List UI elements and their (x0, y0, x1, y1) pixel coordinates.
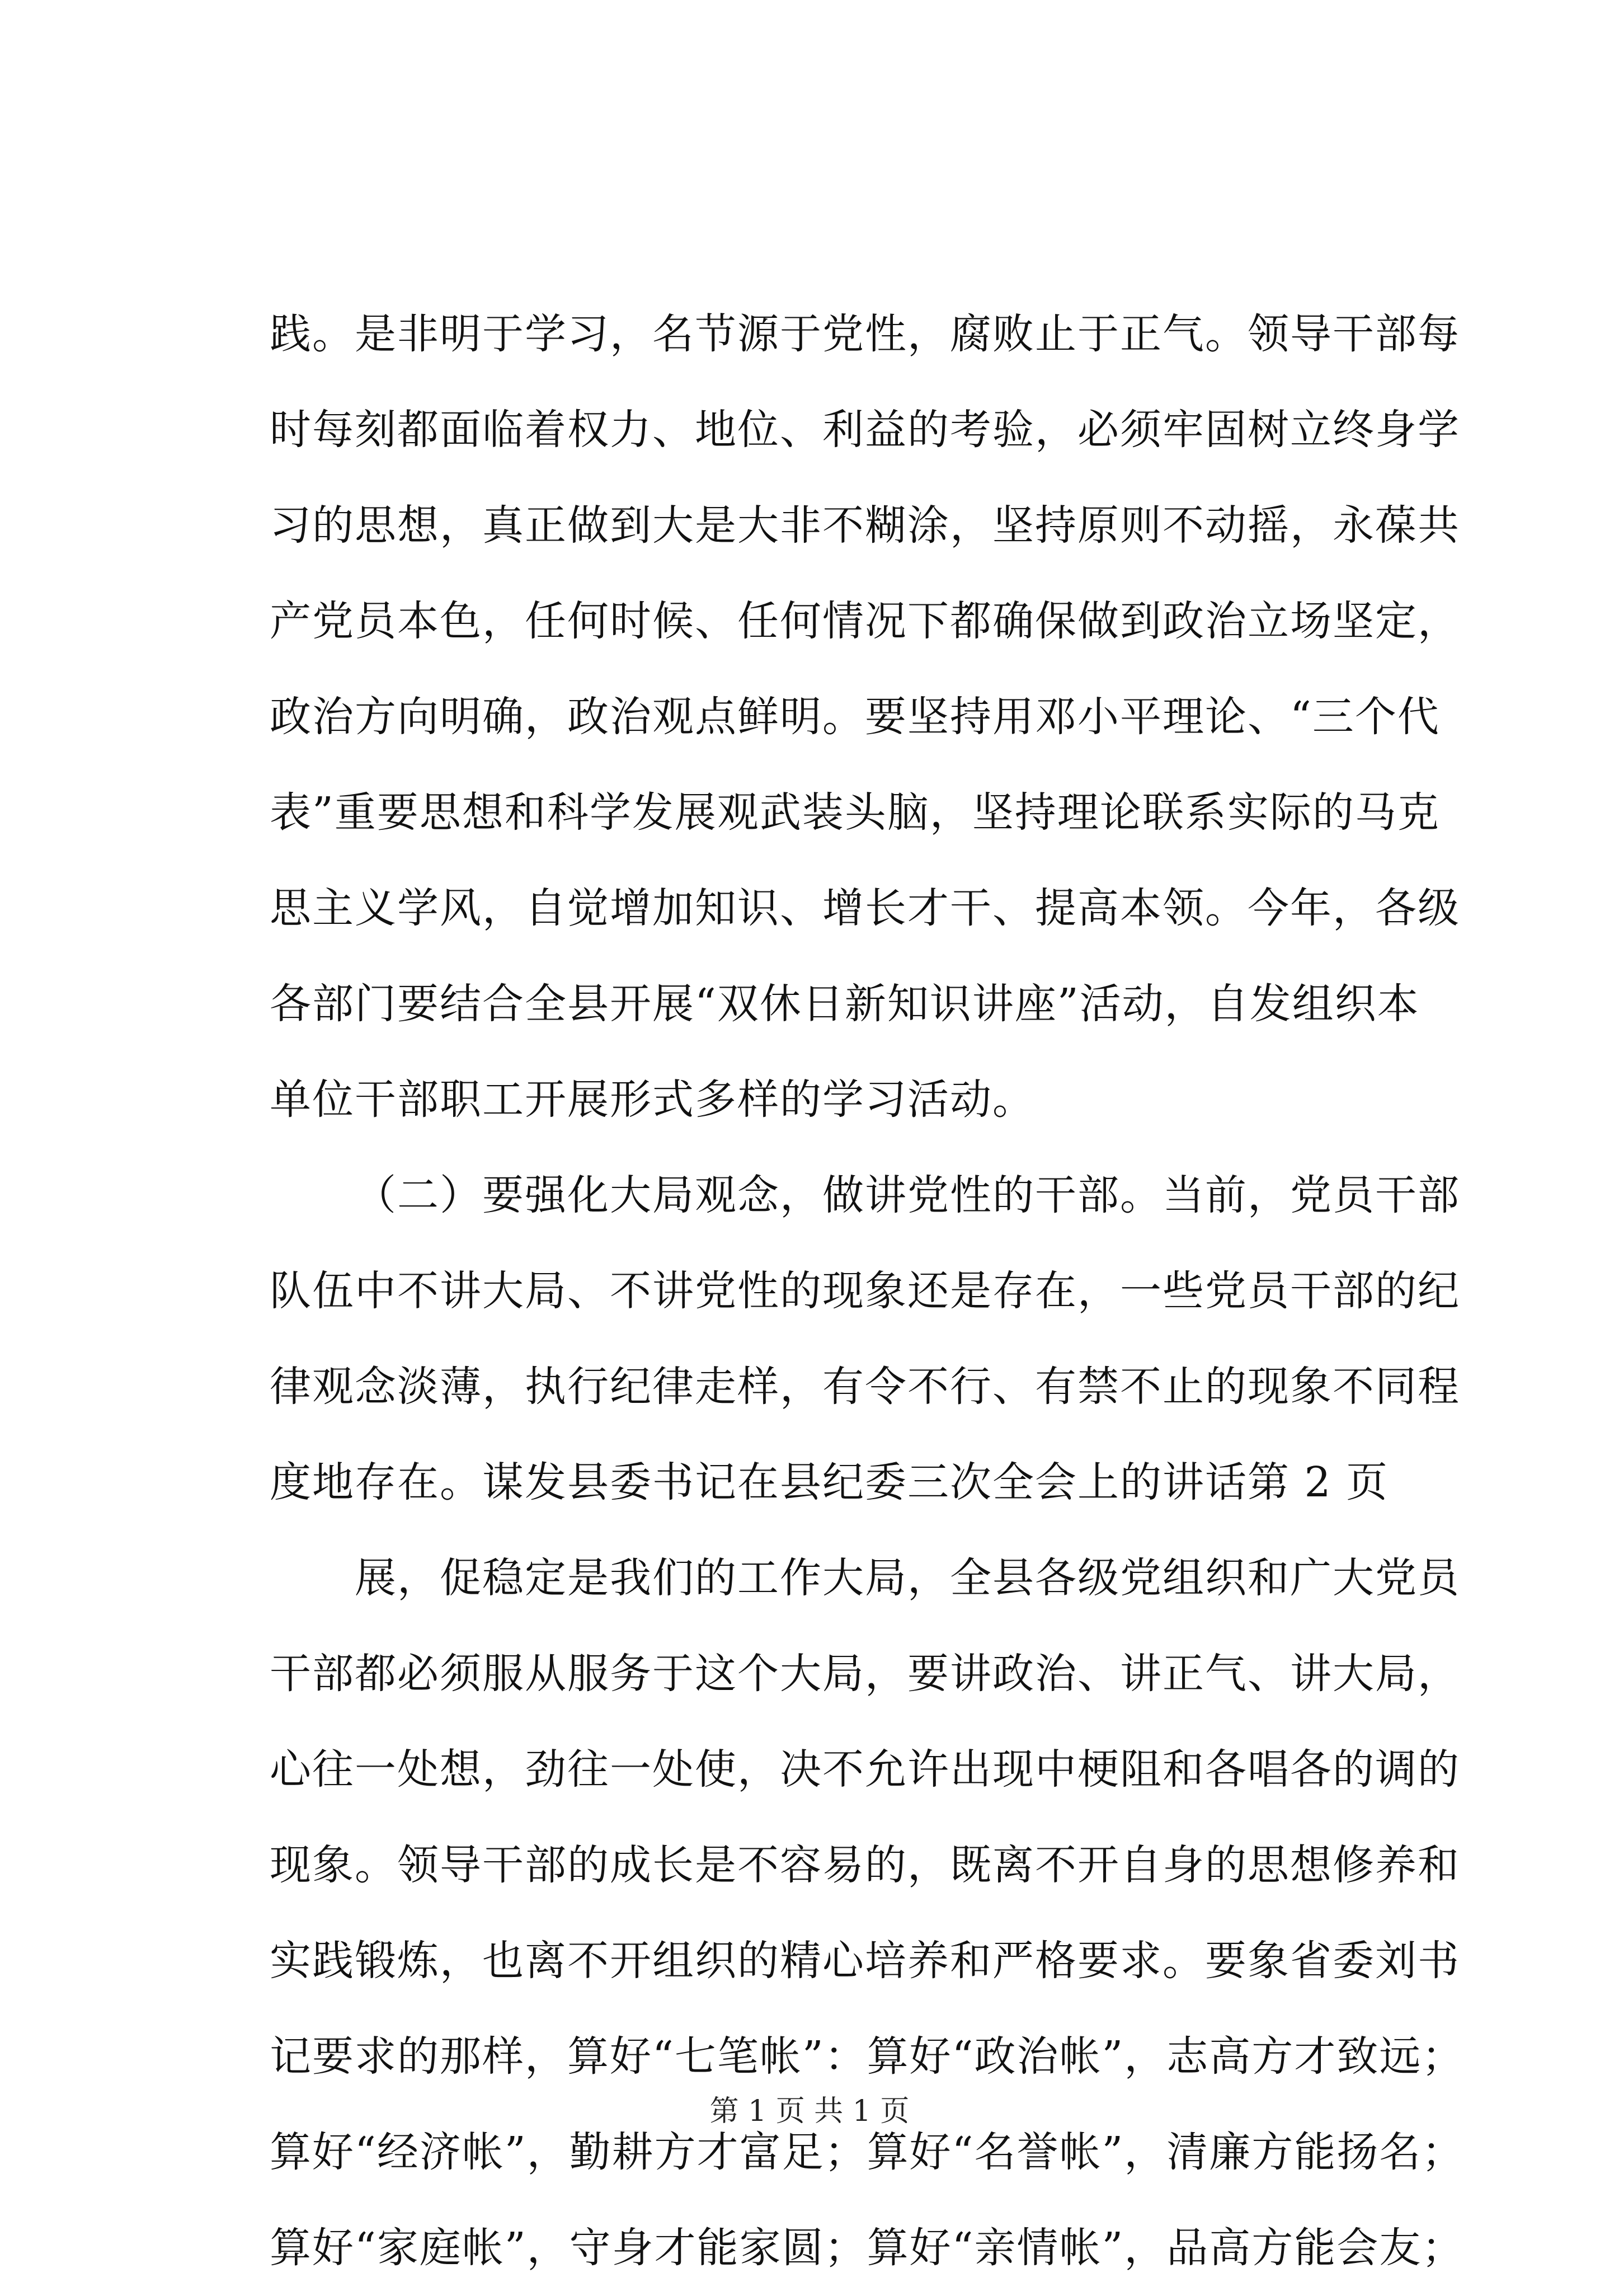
text-line: 习的思想，真正做到大是大非不糊涂，坚持原则不动摇，永葆共 (270, 501, 1460, 550)
text-line: 干部都必须服从服务于这个大局，要讲政治、讲正气、讲大局， (270, 1650, 1460, 1698)
text-line: 践。是非明于学习，名节源于党性，腐败止于正气。领导干部每 (270, 310, 1460, 358)
text-line: 展，促稳定是我们的工作大局，全县各级党组织和广大党员 (355, 1554, 1460, 1602)
text-line: 队伍中不讲大局、不讲党性的现象还是存在，一些党员干部的纪 (270, 1267, 1460, 1315)
text-line: 记要求的那样，算好“七笔帐”：算好“政治帐”，志高方才致远； (270, 2032, 1465, 2081)
document-body (270, 287, 1465, 2296)
text-line: 时每刻都面临着权力、地位、利益的考验，必须牢固树立终身学 (270, 406, 1460, 454)
text-line: 现象。领导干部的成长是不容易的，既离不开自身的思想修养和 (270, 1841, 1460, 1889)
text-line: 实践锻炼，也离不开组织的精心培养和严格要求。要象省委刘书 (270, 1937, 1460, 1985)
text-line: 思主义学风，自觉增加知识、增长才干、提高本领。今年，各级 (270, 884, 1460, 932)
text-line: （二）要强化大局观念，做讲党性的干部。当前，党员干部 (355, 1171, 1460, 1219)
text-line: 算好“经济帐”，勤耕方才富足；算好“名誉帐”，清廉方能扬名； (270, 2128, 1465, 2176)
text-line: 算好“家庭帐”，守身才能家圆；算好“亲情帐”，品高方能会友； (270, 2224, 1465, 2272)
text-line: 各部门要结合全县开展“双休日新知识讲座”活动，自发组织本 (270, 980, 1420, 1028)
text-line: 律观念淡薄，执行纪律走样，有令不行、有禁不止的现象不同程 (270, 1363, 1460, 1411)
text-line: 心往一处想，劲往一处使，决不允许出现中梗阻和各唱各的调的 (270, 1745, 1460, 1793)
text-line: 单位干部职工开展形式多样的学习活动。 (270, 1076, 1035, 1124)
text-line: 度地存在。谋发县委书记在县纪委三次全会上的讲话第 2 页 (270, 1458, 1389, 1506)
page-number-footer: 第 1 页 共 1 页 (709, 2095, 910, 2128)
text-line: 产党员本色，任何时候、任何情况下都确保做到政治立场坚定， (270, 597, 1460, 645)
text-line: 政治方向明确，政治观点鲜明。要坚持用邓小平理论、“三个代 (270, 693, 1440, 741)
text-line: 表”重要思想和科学发展观武装头脑，坚持理论联系实际的马克 (270, 788, 1440, 837)
